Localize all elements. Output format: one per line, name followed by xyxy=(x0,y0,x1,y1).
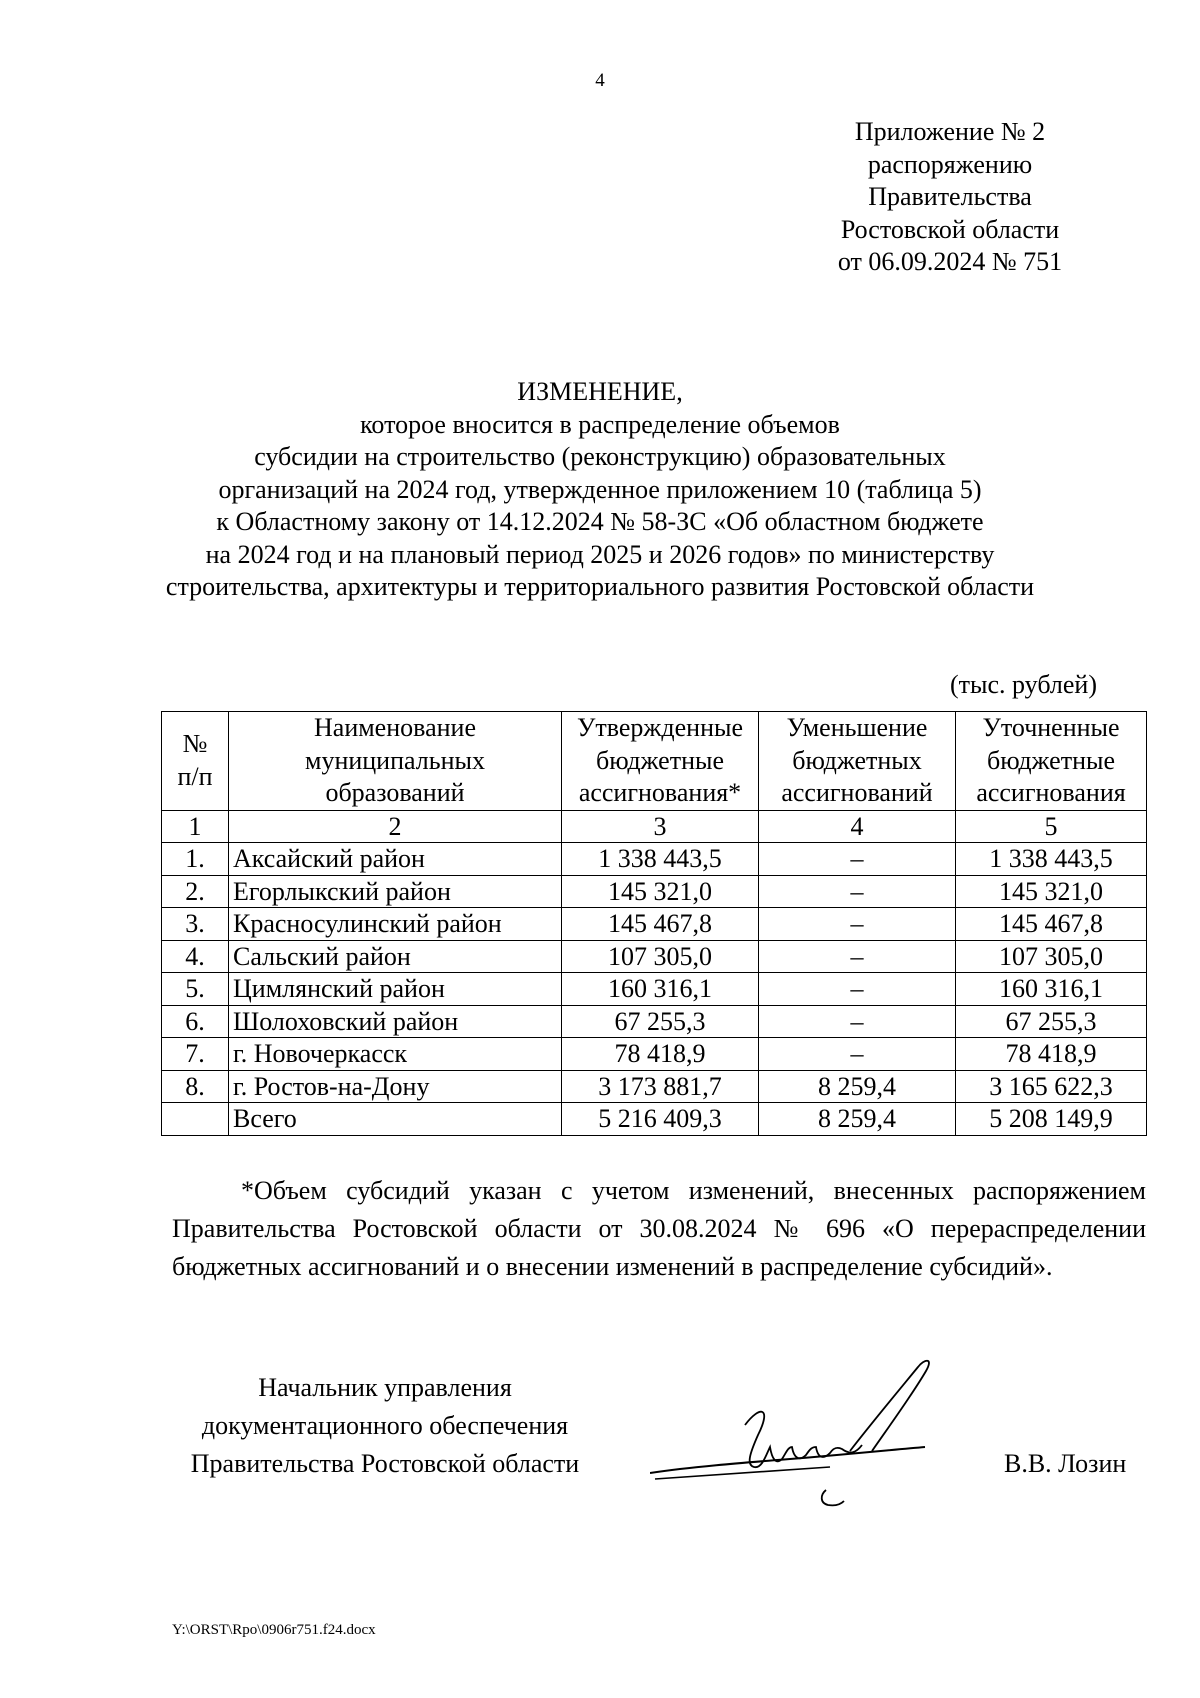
adjusted-amount: 78 418,9 xyxy=(956,1038,1147,1071)
total-label: Всего xyxy=(229,1103,562,1136)
municipality-name: Егорлыкский район xyxy=(229,875,562,908)
adjusted-amount: 3 165 622,3 xyxy=(956,1070,1147,1103)
table-row xyxy=(162,940,1147,973)
header-number xyxy=(162,712,229,811)
title-line: которое вносится в распределение объемов xyxy=(360,409,840,439)
column-number: 2 xyxy=(229,810,562,843)
footnote-text: *Объем субсидий указан с учетом изменений, внесенных распоряжением Правительства Ростовской области от 30.08.2024 № 696 «О перераспределении бюджетных ассигнований и о внесении изменений в распределение субсидий». xyxy=(172,1176,1146,1281)
decrease-amount: – xyxy=(759,1038,956,1071)
row-number: 8. xyxy=(162,1070,229,1103)
adjusted-amount: 145 321,0 xyxy=(956,875,1147,908)
document-title xyxy=(100,376,1100,604)
row-number: 5. xyxy=(162,973,229,1006)
table-row xyxy=(162,973,1147,1006)
appendix-reference xyxy=(800,116,1100,279)
row-number: 2. xyxy=(162,875,229,908)
row-number: 7. xyxy=(162,1038,229,1071)
municipality-name: Сальский район xyxy=(229,940,562,973)
municipality-name: г. Новочеркасск xyxy=(229,1038,562,1071)
header-line: ассигнования xyxy=(976,778,1126,807)
municipality-name: Шолоховский район xyxy=(229,1005,562,1038)
appendix-line: от 06.09.2024 № 751 xyxy=(837,247,1063,276)
decrease-amount: – xyxy=(759,875,956,908)
decrease-amount: 8 259,4 xyxy=(759,1070,956,1103)
title-line: организаций на 2024 год, утвержденное приложением 10 (таблица 5) xyxy=(218,474,982,504)
adjusted-amount: 107 305,0 xyxy=(956,940,1147,973)
units-label: (тыс. рублей) xyxy=(949,670,1097,699)
decrease-amount: – xyxy=(759,940,956,973)
municipality-name: Аксайский район xyxy=(229,843,562,876)
row-number: 6. xyxy=(162,1005,229,1038)
adjusted-amount: 145 467,8 xyxy=(956,908,1147,941)
table-row xyxy=(162,908,1147,941)
header-municipality xyxy=(229,712,562,811)
decrease-total: 8 259,4 xyxy=(759,1103,956,1136)
table-row xyxy=(162,1038,1147,1071)
decrease-amount: – xyxy=(759,1005,956,1038)
approved-amount: 1 338 443,5 xyxy=(562,843,759,876)
table-row xyxy=(162,1070,1147,1103)
table-row xyxy=(162,843,1147,876)
header-line: Уменьшение xyxy=(786,713,928,742)
position-line: документационного обеспечения xyxy=(201,1411,569,1440)
budget-table xyxy=(161,711,1147,1136)
adjusted-amount: 160 316,1 xyxy=(956,973,1147,1006)
column-number: 1 xyxy=(162,810,229,843)
header-line: № xyxy=(182,729,208,759)
header-line: ассигнования* xyxy=(578,778,742,807)
total-row xyxy=(162,1103,1147,1136)
appendix-line: распоряжению xyxy=(867,149,1033,179)
approved-amount: 78 418,9 xyxy=(562,1038,759,1071)
decrease-amount: – xyxy=(759,843,956,876)
header-line: Утвержденные xyxy=(576,713,743,742)
title-heading: ИЗМЕНЕНИЕ, xyxy=(517,377,683,406)
row-number xyxy=(162,1103,229,1136)
municipality-name: Красносулинский район xyxy=(229,908,562,941)
title-line: субсидии на строительство (реконструкцию) образовательных xyxy=(254,442,946,471)
header-line: образований xyxy=(325,778,465,807)
adjusted-amount: 67 255,3 xyxy=(956,1005,1147,1038)
header-approved xyxy=(562,712,759,811)
approved-amount: 67 255,3 xyxy=(562,1005,759,1038)
approved-amount: 160 316,1 xyxy=(562,973,759,1006)
appendix-line: Ростовской области xyxy=(840,214,1060,244)
appendix-line: Правительства xyxy=(868,182,1032,211)
header-line: Наименование xyxy=(314,713,476,742)
approved-total: 5 216 409,3 xyxy=(562,1103,759,1136)
row-number: 3. xyxy=(162,908,229,941)
column-number-row xyxy=(162,810,1147,843)
adjusted-total: 5 208 149,9 xyxy=(956,1103,1147,1136)
signatory-position xyxy=(165,1369,605,1483)
header-line: бюджетных xyxy=(792,745,922,775)
header-line: ассигнований xyxy=(781,778,933,807)
file-path: Y:\ORST\Rpo\0906r751.f24.docx xyxy=(172,1622,376,1638)
decrease-amount: – xyxy=(759,973,956,1006)
position-line: Начальник управления xyxy=(258,1373,512,1402)
table-header-row xyxy=(162,712,1147,811)
column-number: 4 xyxy=(759,810,956,843)
approved-amount: 107 305,0 xyxy=(562,940,759,973)
signatory-name: В.В. Лозин xyxy=(1004,1449,1127,1478)
row-number: 4. xyxy=(162,940,229,973)
position-line: Правительства Ростовской области xyxy=(190,1449,580,1478)
header-line: бюджетные xyxy=(986,745,1115,775)
header-line: бюджетные xyxy=(595,745,724,775)
title-line: на 2024 год и на плановый период 2025 и 2026 годов» по министерству xyxy=(205,539,995,569)
header-line: муниципальных xyxy=(304,745,485,775)
header-decrease xyxy=(759,712,956,811)
approved-amount: 145 321,0 xyxy=(562,875,759,908)
header-line: п/п xyxy=(177,761,213,791)
appendix-line: Приложение № 2 xyxy=(854,117,1046,146)
page-number: 4 xyxy=(595,70,605,91)
municipality-name: Цимлянский район xyxy=(229,973,562,1006)
approved-amount: 145 467,8 xyxy=(562,908,759,941)
header-adjusted xyxy=(956,712,1147,811)
row-number: 1. xyxy=(162,843,229,876)
footnote xyxy=(172,1172,1146,1286)
adjusted-amount: 1 338 443,5 xyxy=(956,843,1147,876)
table-row xyxy=(162,1005,1147,1038)
table-row xyxy=(162,875,1147,908)
column-number: 5 xyxy=(956,810,1147,843)
header-line: Уточненные xyxy=(982,713,1120,742)
title-line: строительства, архитектуры и территориального развития Ростовской области xyxy=(165,572,1035,601)
handwritten-signature xyxy=(650,1355,980,1515)
column-number: 3 xyxy=(562,810,759,843)
approved-amount: 3 173 881,7 xyxy=(562,1070,759,1103)
municipality-name: г. Ростов-на-Дону xyxy=(229,1070,562,1103)
title-line: к Областному закону от 14.12.2024 № 58-ЗС «Об областном бюджете xyxy=(216,507,984,536)
decrease-amount: – xyxy=(759,908,956,941)
